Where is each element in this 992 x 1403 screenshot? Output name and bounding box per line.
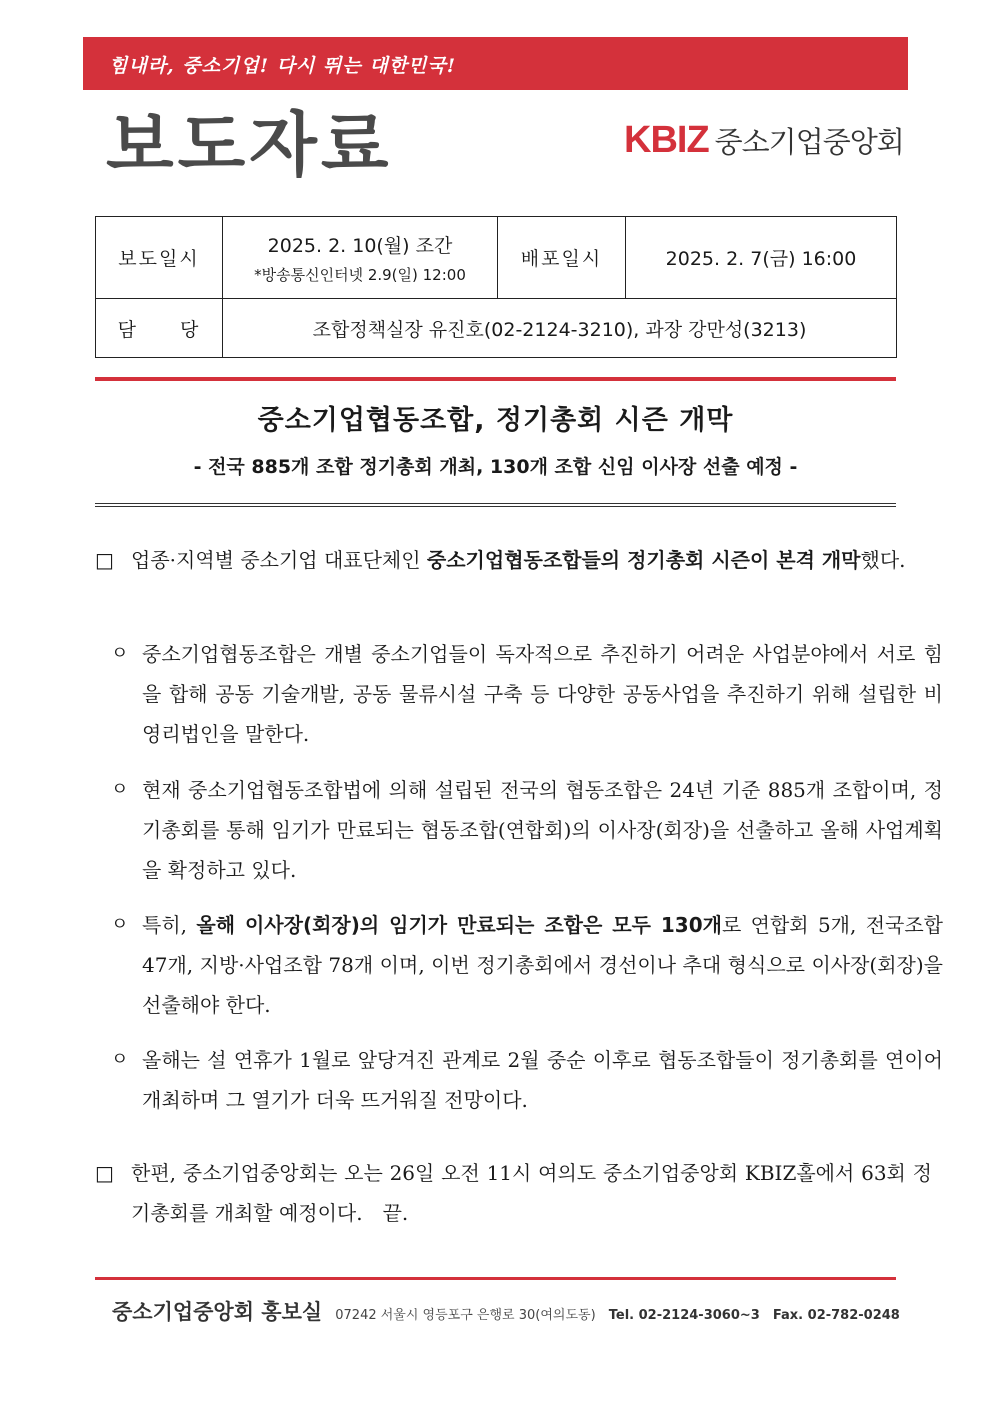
square-bullet: □ bbox=[95, 1161, 114, 1185]
footer-rule bbox=[95, 1277, 896, 1280]
footer bbox=[112, 1296, 900, 1326]
contact-value: 조합정책실장 유진호(02-2124-3210), 과장 강만성(3213) bbox=[223, 299, 897, 358]
release-date-label: 보도일시 bbox=[96, 217, 223, 299]
distribute-date-label: 배포일시 bbox=[498, 217, 626, 299]
square-bullet: □ bbox=[95, 548, 114, 572]
p4-text-end: 로 연합회 5개, 전국조합 47개, 지방·사업조합 78개 이며, 이번 정기총회에서 경선이나 추대 형식으로 이사장(회장)을 선출해야 한다. bbox=[142, 913, 944, 1017]
document-type-title: 보도자료 bbox=[106, 104, 393, 186]
footer-address: 07242 서울시 영등포구 은행로 30(여의도동) bbox=[335, 1308, 596, 1323]
logo-org-name: 중소기업중앙회 bbox=[714, 125, 904, 159]
circle-bullet: ㅇ bbox=[111, 914, 129, 935]
paragraph-3 bbox=[95, 770, 943, 890]
circle-bullet: ㅇ bbox=[111, 643, 129, 664]
p3-text: 현재 중소기업협동조합법에 의해 설립된 전국의 협동조합은 24년 기준 885개 조합이며, 정기총회를 통해 임기가 만료되는 협동조합(연합회)의 이사장(회장)을 선출하고 올해 사업계획을 확정하고 있다. bbox=[142, 778, 943, 882]
p2-text: 중소기업협동조합은 개별 중소기업들이 독자적으로 추진하기 어려운 사업분야에서 서로 힘을 합해 공동 기술개발, 공동 물류시설 구축 등 다양한 공동사업을 추진하기 위해 설립한 비영리법인을 말한다. bbox=[142, 642, 943, 746]
circle-bullet: ㅇ bbox=[111, 779, 129, 800]
contact-label: 담 당 bbox=[96, 299, 223, 358]
paragraph-1 bbox=[95, 540, 932, 580]
logo-mark: KBIZ bbox=[624, 119, 709, 161]
headline-bottom-rule bbox=[95, 503, 896, 507]
footer-fax: Fax. 02-782-0248 bbox=[772, 1308, 900, 1323]
release-broadcast-note: *방송통신인터넷 2.9(일) 12:00 bbox=[254, 265, 466, 284]
p1-emphasis: 중소기업협동조합들의 정기총회 시즌이 본격 개막 bbox=[426, 548, 861, 572]
subheadline: - 전국 885개 조합 정기총회 개최, 130개 조합 신임 이사장 선출 예정 - bbox=[193, 456, 798, 478]
slogan-text: 힘내라, 중소기업! 다시 뛰는 대한민국! bbox=[109, 55, 457, 77]
kbiz-logo bbox=[624, 118, 904, 169]
release-info-table bbox=[95, 216, 897, 358]
release-date-cell bbox=[223, 217, 498, 299]
release-date: 2025. 2. 10(월) 조간 bbox=[267, 234, 453, 257]
headline: 중소기업협동조합, 정기총회 시즌 개막 bbox=[257, 405, 734, 436]
p6-text: 한편, 중소기업중앙회는 오는 26일 오전 11시 여의도 중소기업중앙회 KBIZ홀에서 63회 정기총회를 개최할 예정이다. 끝. bbox=[131, 1161, 932, 1225]
paragraph-2 bbox=[95, 634, 943, 754]
p4-emphasis: 올해 이사장(회장)의 임기가 만료되는 조합은 모두 130개 bbox=[196, 913, 722, 937]
p5-text: 올해는 설 연휴가 1월로 앞당겨진 관계로 2월 중순 이후로 협동조합들이 정기총회를 연이어 개최하며 그 열기가 더욱 뜨거워질 전망이다. bbox=[142, 1048, 943, 1112]
paragraph-5 bbox=[95, 1040, 943, 1120]
p1-text-end: 했다. bbox=[860, 548, 906, 572]
headline-top-rule bbox=[95, 377, 896, 381]
circle-bullet: ㅇ bbox=[111, 1049, 129, 1070]
footer-org: 중소기업중앙회 홍보실 bbox=[112, 1300, 323, 1324]
paragraph-6 bbox=[95, 1153, 932, 1233]
p4-text: 특히, bbox=[142, 913, 197, 937]
distribute-date: 2025. 2. 7(금) 16:00 bbox=[626, 217, 897, 299]
slogan-banner bbox=[83, 37, 908, 90]
p1-text: 업종·지역별 중소기업 대표단체인 bbox=[131, 548, 427, 572]
footer-tel: Tel. 02-2124-3060~3 bbox=[608, 1308, 760, 1323]
paragraph-4 bbox=[95, 905, 943, 1025]
